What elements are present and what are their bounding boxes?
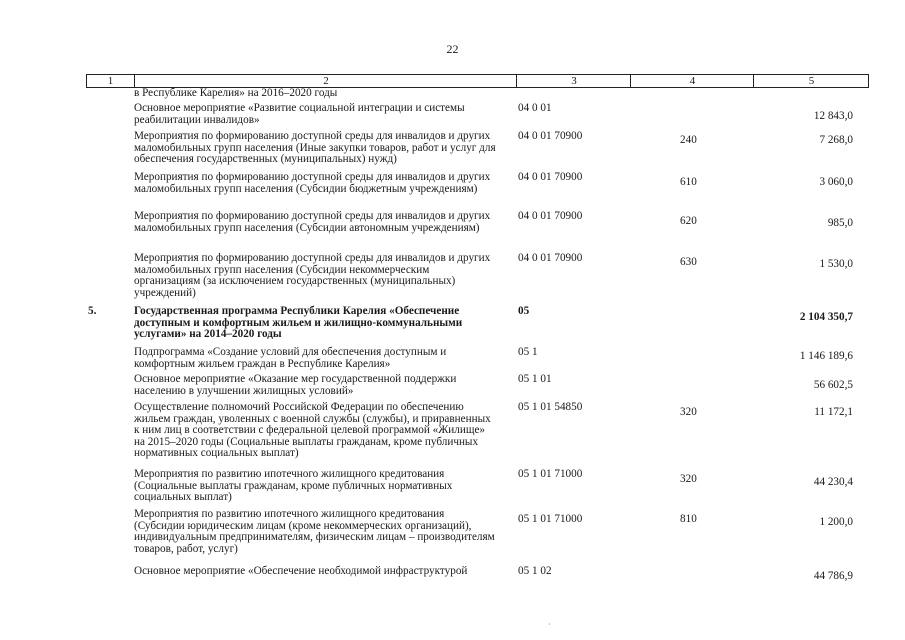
row-code: 05	[518, 305, 530, 317]
header-col-5: 5	[753, 75, 869, 87]
header-col-3: 3	[516, 75, 631, 87]
row-name: Подпрограмма «Создание условий для обеспечения доступным и комфортным жильем граждан в Республике Карелия»	[134, 346, 447, 370]
header-col-2: 2	[134, 75, 517, 87]
row-amount: 1 530,0	[819, 258, 853, 270]
row-amount: 2 104 350,7	[799, 311, 853, 323]
row-name: Мероприятия по формированию доступной среды для инвалидов и других маломобильных групп населения (Субсидии автономным учреждениям)	[134, 210, 491, 234]
row-name: в Республике Карелия» на 2016–2020 годы	[134, 87, 338, 99]
row-code: 04 0 01	[518, 102, 552, 114]
row-amount: 1 200,0	[819, 516, 853, 528]
page-number: 22	[446, 42, 459, 56]
row-code: 04 0 01 70900	[518, 252, 583, 264]
row-name: Мероприятия по развитию ипотечного жилищного кредитования (Социальные выплаты гражданам, кроме публичных нормативных социальных выплат)	[134, 468, 453, 504]
row-name: Государственная программа Республики Карелия «Обеспечение доступным и комфортным жильем и жилищно-коммунальными услугами» на 2014–2020 годы	[134, 305, 463, 341]
row-amount: 3 060,0	[819, 176, 853, 188]
row-name: Осуществление полномочий Российской Федерации по обеспечению жильем граждан, уволенных с военной службы (службы), и приравненных к ним лиц в соответствии с федеральной целевой программой «Жилище» на 2015–2020 годы (Социальные выплаты гражданам, кроме публичных нормативных социальных выплат)	[134, 401, 491, 460]
row-name: Мероприятия по формированию доступной среды для инвалидов и других маломобильных групп населения (Субсидии некоммерческим организациям (за исключением государственных (муниципальных) учреждений)	[134, 252, 491, 299]
row-name: Основное мероприятие «Оказание мер государственной поддержки населению в улучшении жилищных условий»	[134, 373, 457, 397]
row-name: Мероприятия по формированию доступной среды для инвалидов и других маломобильных групп населения (Субсидии бюджетным учреждениям)	[134, 171, 491, 195]
row-expense-type: 810	[680, 513, 697, 525]
row-name: Основное мероприятие «Обеспечение необходимой инфраструктурой	[134, 565, 468, 577]
row-expense-type: 320	[680, 406, 697, 418]
row-amount: 44 786,9	[813, 570, 853, 582]
row-code: 05 1 01 71000	[518, 468, 583, 480]
row-amount: 12 843,0	[813, 110, 853, 122]
row-expense-type: 620	[680, 215, 697, 227]
row-amount: 1 146 189,6	[799, 350, 853, 362]
row-code: 04 0 01 70900	[518, 171, 583, 183]
row-name: Мероприятия по формированию доступной среды для инвалидов и других маломобильных групп населения (Иные закупки товаров, работ и услуг для обеспечения государственных (муниципальных) нужд)	[134, 130, 496, 166]
row-expense-type: 610	[680, 176, 697, 188]
row-code: 05 1 01 54850	[518, 401, 583, 413]
row-expense-type: 630	[680, 256, 697, 268]
row-amount: 7 268,0	[819, 134, 853, 146]
row-code: 04 0 01 70900	[518, 130, 583, 142]
row-amount: 11 172,1	[814, 406, 853, 418]
row-code: 05 1 01 71000	[518, 513, 583, 525]
table-header	[86, 74, 869, 88]
row-name: Основное мероприятие «Развитие социальной интеграции и системы реабилитации инвалидов»	[134, 102, 465, 126]
row-amount: 44 230,4	[813, 476, 853, 488]
row-code: 05 1 01	[518, 373, 552, 385]
scan-mark: ·	[548, 620, 551, 629]
row-expense-type: 320	[680, 473, 697, 485]
row-amount: 985,0	[827, 217, 853, 229]
row-code: 05 1 02	[518, 565, 552, 577]
header-col-4: 4	[630, 75, 754, 87]
row-expense-type: 240	[680, 134, 697, 146]
row-code: 05 1	[518, 346, 538, 358]
row-name: Мероприятия по развитию ипотечного жилищного кредитования (Субсидии юридическим лицам (кроме некоммерческих организаций), индивидуальным предпринимателям, физическим лицам – производителям товаров, работ, услуг)	[134, 508, 495, 555]
row-amount: 56 602,5	[813, 379, 853, 391]
header-col-1: 1	[107, 75, 114, 87]
row-number: 5.	[88, 305, 97, 317]
row-code: 04 0 01 70900	[518, 210, 583, 222]
